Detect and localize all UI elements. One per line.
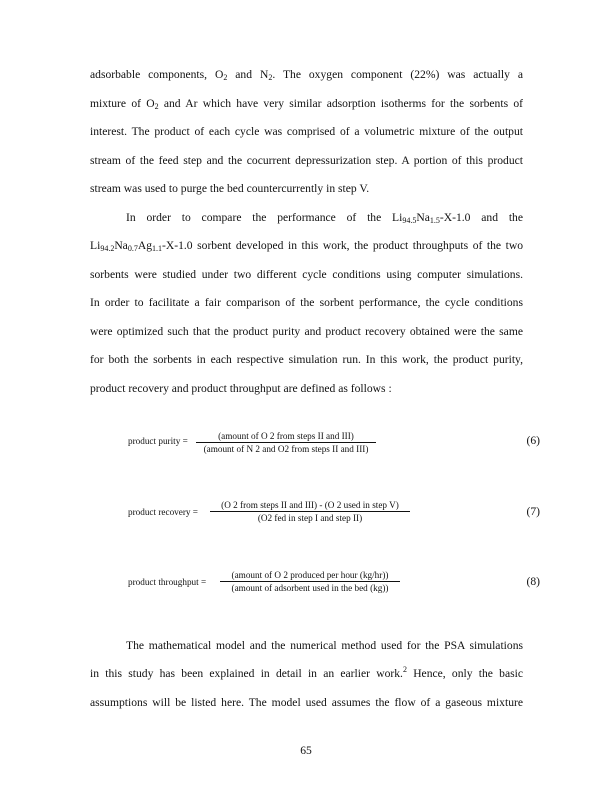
text-run: for both the sorbents in each respective simulation run. In this work, the product purity, (90, 353, 523, 366)
text-run: In order to compare the performance of the Li (126, 211, 403, 224)
text-run: in this study has been explained in detail in an earlier work. (90, 667, 403, 680)
subscript: 94.2 (100, 244, 115, 253)
text-run: The mathematical model and the numerical method used for the PSA simulations (126, 639, 523, 652)
denominator: (O2 fed in step I and step II) (257, 513, 363, 523)
text-line (90, 68, 523, 82)
text-run: and N (227, 68, 269, 81)
numerator: (O 2 from steps II and III) - (O 2 used in step V) (210, 500, 410, 512)
text-run: stream was used to purge the bed countercurrently in step V. (90, 182, 370, 195)
equation-number: (6) (526, 434, 540, 447)
subscript: 1.5 (429, 216, 440, 225)
text-run: Hence, only the basic (406, 667, 523, 680)
text-run: Ag (137, 239, 153, 252)
text-line (90, 268, 523, 282)
text-run: -X-1.0 sorbent developed in this work, the product throughputs of the two (162, 239, 523, 252)
text-run: assumptions will be listed here. The model used assumes the flow of a gaseous mixture (90, 696, 523, 709)
text-line (90, 97, 523, 111)
text-run: mixture of O (90, 97, 155, 110)
text-run: stream of the feed step and the cocurrent depressurization step. A portion of this product (90, 154, 523, 167)
equation-lhs: product recovery = (128, 507, 198, 517)
text-run: interest. The product of each cycle was comprised of a volumetric mixture of the output (90, 125, 523, 138)
text-run: sorbents were studied under two different cycle conditions using computer simulations. (90, 268, 523, 281)
text-run: Na (114, 239, 128, 252)
subscript: 1.1 (152, 244, 163, 253)
numerator: (amount of O 2 from steps II and III) (196, 431, 376, 443)
text-line (90, 125, 523, 139)
text-line (90, 353, 523, 367)
numerator: (amount of O 2 produced per hour (kg/hr)) (220, 570, 400, 582)
text-line (90, 182, 523, 196)
text-run: and Ar which have very similar adsorption isotherms for the sorbents of (158, 97, 523, 110)
equation-fraction (210, 500, 410, 523)
text-run: In order to facilitate a fair comparison of the sorbent performance, the cycle conditions (90, 296, 523, 309)
subscript: 94.5 (402, 216, 417, 225)
text-run: product recovery and product throughput are defined as follows : (90, 382, 392, 395)
text-line (126, 639, 523, 653)
text-line (90, 667, 523, 681)
subscript: 0.7 (127, 244, 138, 253)
text-run: Na (416, 211, 430, 224)
equation-lhs: product throughput = (128, 577, 207, 587)
text-line (90, 325, 523, 339)
equation-fraction (196, 431, 376, 454)
citation-superscript: 2 (402, 665, 407, 674)
subscript: 2 (223, 73, 228, 82)
denominator: (amount of N 2 and O2 from steps II and III) (203, 444, 369, 454)
equation-number: (8) (526, 575, 540, 588)
text-run: -X-1.0 and the (439, 211, 523, 224)
equation-lhs: product purity = (128, 436, 188, 446)
text-run: adsorbable components, O (90, 68, 224, 81)
equation-fraction (220, 570, 400, 593)
text-run: . The oxygen component (22%) was actually a (272, 68, 523, 81)
subscript: 2 (268, 73, 273, 82)
text-line (90, 296, 523, 310)
text-line (90, 154, 523, 168)
text-line (90, 696, 523, 710)
text-run: were optimized such that the product purity and product recovery obtained were the same (90, 325, 523, 338)
denominator: (amount of adsorbent used in the bed (kg)) (231, 583, 389, 593)
page-number: 65 (300, 744, 312, 757)
text-line (90, 382, 523, 396)
equation-number: (7) (526, 505, 540, 518)
text-line (90, 239, 523, 253)
text-line (126, 211, 523, 225)
subscript: 2 (154, 102, 159, 111)
text-run: Li (90, 239, 101, 252)
